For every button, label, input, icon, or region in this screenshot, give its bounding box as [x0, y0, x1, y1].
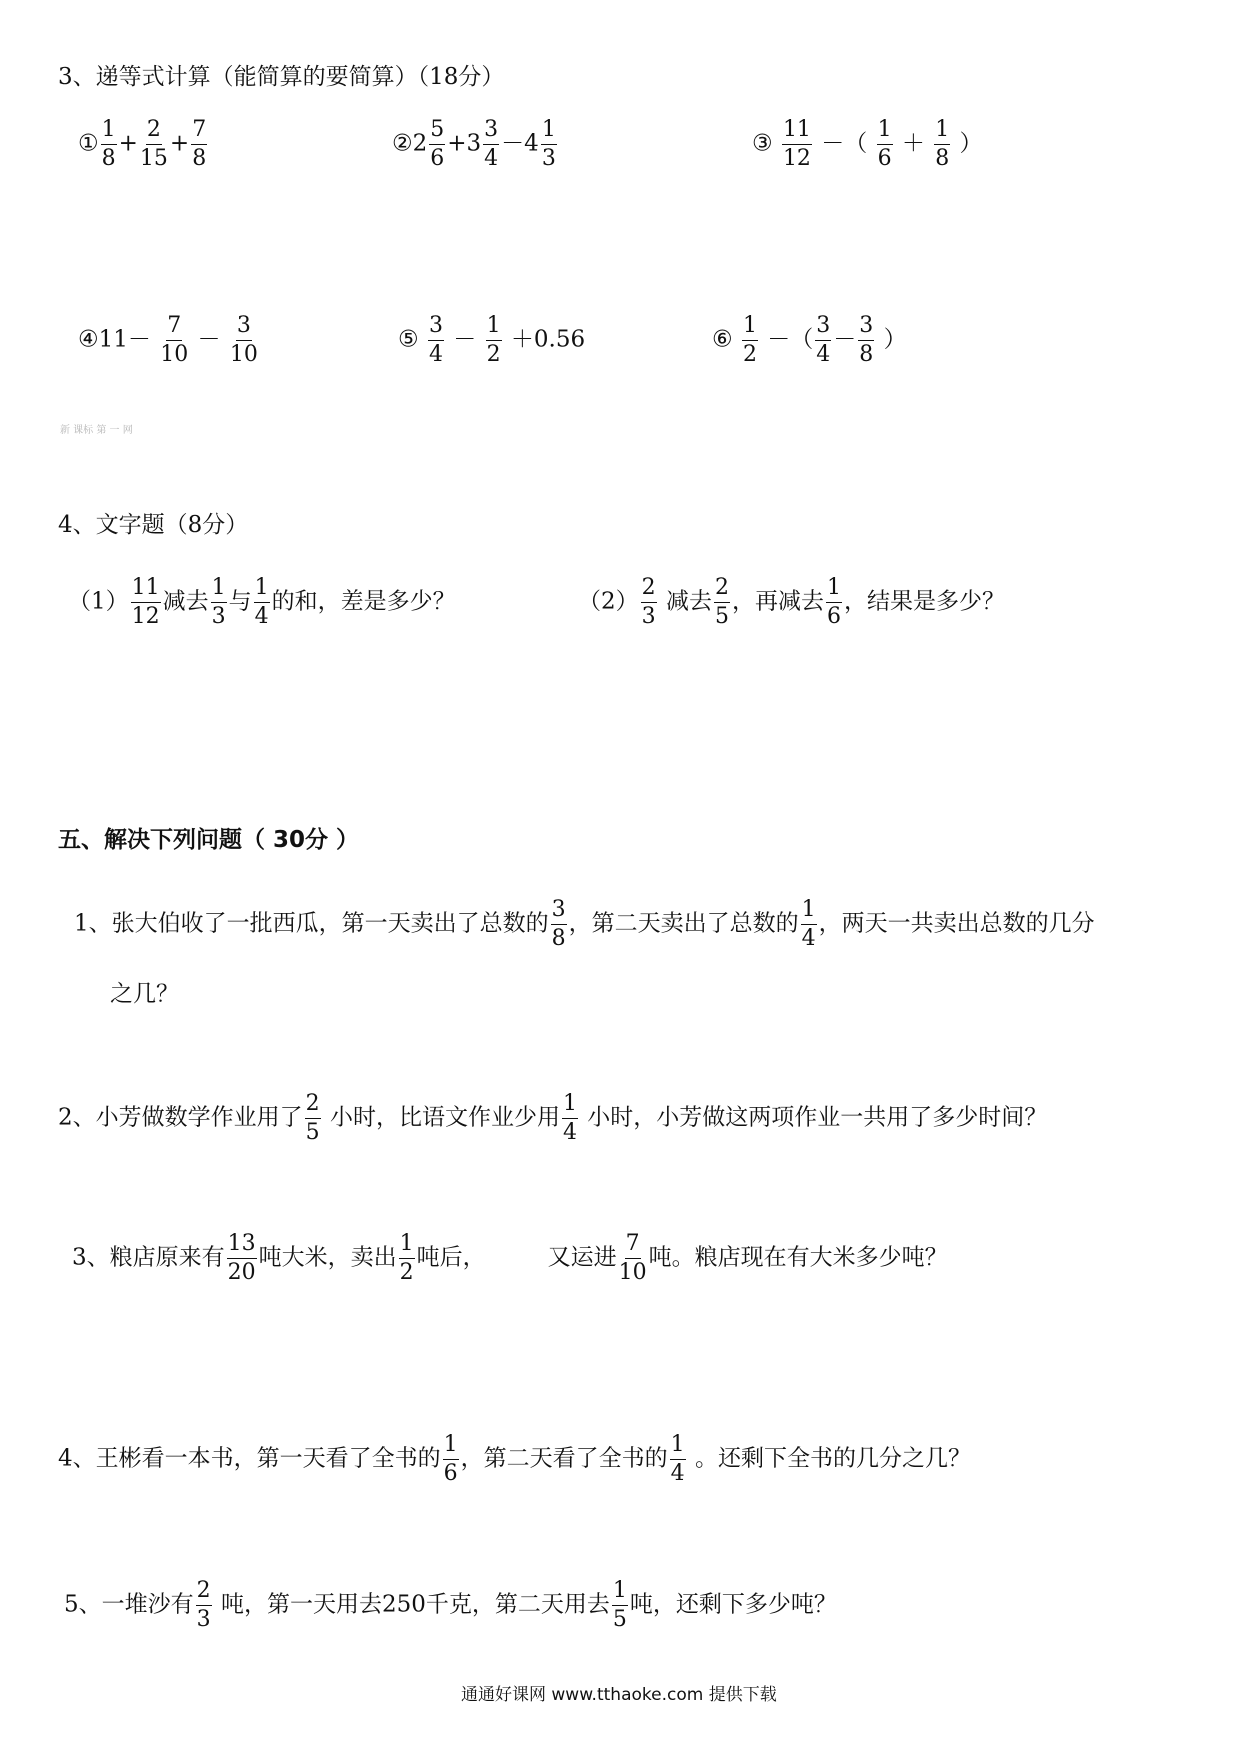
- text: 吨，还剩下多少吨？: [629, 1591, 837, 1618]
- text: 小时，小芳做这两项作业一共用了多少时间？: [587, 1104, 1048, 1131]
- denominator: 12: [131, 603, 160, 629]
- operator: －: [453, 326, 477, 353]
- fraction: [196, 1579, 212, 1632]
- problem-label: ②: [392, 130, 413, 157]
- operator: ＋: [901, 130, 925, 157]
- section-5-title: 五、解决下列问题（ 30分 ）: [58, 827, 360, 853]
- fraction: [101, 118, 117, 171]
- numerator: 1: [541, 118, 557, 145]
- text: 与: [228, 588, 252, 615]
- numerator: 3: [236, 314, 252, 341]
- denominator: 6: [877, 145, 892, 171]
- numerator: 3: [858, 314, 874, 341]
- problem-label: ⑤: [398, 326, 419, 353]
- fraction: [483, 118, 499, 171]
- fraction: [641, 576, 657, 629]
- fraction: [551, 898, 567, 951]
- numerator: 1: [254, 576, 270, 603]
- problem-3: [752, 118, 983, 171]
- text: 3、粮店原来有: [72, 1244, 225, 1271]
- denominator: 15: [139, 145, 168, 171]
- numerator: 2: [305, 1092, 321, 1119]
- fraction: [619, 1232, 647, 1285]
- fraction: [934, 118, 950, 171]
- numerator: 2: [146, 118, 162, 145]
- problem-label: （2）: [578, 588, 639, 615]
- text: ，结果是多少？: [843, 588, 1005, 615]
- numerator: 3: [815, 314, 831, 341]
- denominator: 2: [486, 341, 501, 367]
- denominator: 4: [670, 1460, 685, 1486]
- denominator: 4: [484, 145, 499, 171]
- operator: +: [118, 130, 138, 157]
- fraction: [801, 898, 817, 951]
- denominator: 4: [816, 341, 831, 367]
- operator: ）: [959, 130, 983, 157]
- numerator: 1: [742, 314, 758, 341]
- operator: －（: [821, 130, 868, 157]
- fraction: [826, 576, 842, 629]
- denominator: 8: [551, 925, 566, 951]
- fraction: [305, 1092, 321, 1145]
- text: 吨大米，卖出: [258, 1244, 397, 1271]
- word-problem-1: [68, 576, 456, 629]
- fraction: [815, 314, 831, 367]
- text: ，第二天看了全书的: [460, 1445, 668, 1472]
- numerator: 5: [429, 118, 445, 145]
- application-problem-3: [72, 1232, 948, 1285]
- denominator: 8: [935, 145, 950, 171]
- denominator: 4: [562, 1119, 577, 1145]
- application-problem-4: [58, 1433, 971, 1486]
- denominator: 8: [101, 145, 116, 171]
- application-problem-1-continued: 之几？: [110, 981, 179, 1007]
- text: 5、一堆沙有: [64, 1591, 194, 1618]
- fraction: [612, 1579, 628, 1632]
- denominator: 20: [227, 1259, 256, 1285]
- numerator: 3: [428, 314, 444, 341]
- numerator: 1: [399, 1232, 415, 1259]
- fraction: [191, 118, 207, 171]
- fraction: [742, 314, 758, 367]
- problem-label: ①: [78, 130, 99, 157]
- page-footer: 通通好课网 www.tthaoke.com 提供下载: [461, 1685, 777, 1705]
- operator: +: [169, 130, 190, 157]
- word-problem-2: [578, 576, 1005, 629]
- problem-1: [78, 118, 209, 171]
- text: 2、小芳做数学作业用了: [58, 1104, 303, 1131]
- text: 吨。粮店现在有大米多少吨？: [648, 1244, 948, 1271]
- text: 吨，第一天用去250千克，第二天用去: [220, 1591, 610, 1618]
- denominator: 8: [192, 145, 207, 171]
- denominator: 8: [859, 341, 874, 367]
- decimal-term: ＋0.56: [510, 326, 586, 353]
- denominator: 3: [541, 145, 556, 171]
- text: 又运进: [547, 1244, 617, 1271]
- fraction: [562, 1092, 578, 1145]
- numerator: 1: [443, 1433, 459, 1460]
- watermark: 新 课标 第 一 网: [60, 425, 133, 436]
- operator: +3: [447, 130, 482, 157]
- denominator: 2: [399, 1259, 414, 1285]
- fraction: [782, 118, 812, 171]
- denominator: 5: [305, 1119, 320, 1145]
- problem-4: [78, 314, 260, 367]
- operator: －: [833, 326, 857, 353]
- denominator: 4: [254, 603, 269, 629]
- fraction: [670, 1433, 686, 1486]
- text: ，再减去: [731, 588, 824, 615]
- numerator: 1: [877, 118, 893, 145]
- operator: －（: [767, 326, 814, 353]
- text: 小时，比语文作业少用: [329, 1104, 560, 1131]
- fraction: [227, 1232, 257, 1285]
- numerator: 1: [801, 898, 817, 925]
- problem-label: ④11－: [78, 326, 151, 353]
- numerator: 1: [670, 1433, 686, 1460]
- denominator: 4: [801, 925, 816, 951]
- numerator: 7: [191, 118, 207, 145]
- numerator: 2: [641, 576, 657, 603]
- fraction: [714, 576, 730, 629]
- denominator: 2: [742, 341, 757, 367]
- numerator: 1: [486, 314, 502, 341]
- numerator: 11: [131, 576, 161, 603]
- numerator: 2: [196, 1579, 212, 1606]
- numerator: 3: [483, 118, 499, 145]
- text: 减去: [162, 588, 209, 615]
- operator: －4: [501, 130, 539, 157]
- text: ，两天一共卖出总数的几分: [818, 910, 1095, 937]
- text: 吨后，: [416, 1244, 486, 1271]
- operator: －: [197, 326, 221, 353]
- text: 4、王彬看一本书，第一天看了全书的: [58, 1445, 441, 1472]
- problem-label: ③: [752, 130, 773, 157]
- denominator: 10: [160, 341, 189, 367]
- section-4-title: 4、文字题（8分）: [58, 512, 249, 538]
- numerator: 3: [551, 898, 567, 925]
- text: ，第二天卖出了总数的: [568, 910, 799, 937]
- denominator: 5: [612, 1606, 627, 1632]
- text: 1、张大伯收了一批西瓜，第一天卖出了总数的: [74, 910, 549, 937]
- numerator: 1: [562, 1092, 578, 1119]
- problem-label: ⑥: [712, 326, 733, 353]
- application-problem-1: [74, 898, 1095, 951]
- numerator: 7: [625, 1232, 641, 1259]
- fraction: [160, 314, 188, 367]
- fraction: [486, 314, 502, 367]
- fraction: [443, 1433, 459, 1486]
- problem-5: [398, 314, 585, 367]
- whole-number: 2: [412, 130, 428, 157]
- numerator: 1: [826, 576, 842, 603]
- denominator: 6: [826, 603, 841, 629]
- text: 的和，差是多少？: [271, 588, 456, 615]
- denominator: 10: [229, 341, 258, 367]
- denominator: 6: [443, 1460, 458, 1486]
- fraction: [254, 576, 270, 629]
- numerator: 11: [782, 118, 812, 145]
- numerator: 13: [227, 1232, 257, 1259]
- denominator: 3: [211, 603, 226, 629]
- fraction: [428, 314, 444, 367]
- fraction: [230, 314, 258, 367]
- denominator: 6: [430, 145, 445, 171]
- denominator: 10: [618, 1259, 647, 1285]
- fraction: [399, 1232, 415, 1285]
- fraction: [429, 118, 445, 171]
- denominator: 3: [196, 1606, 211, 1632]
- denominator: 4: [428, 341, 443, 367]
- numerator: 1: [101, 118, 117, 145]
- numerator: 7: [166, 314, 182, 341]
- fraction: [541, 118, 557, 171]
- denominator: 3: [641, 603, 656, 629]
- section-3-title: 3、递等式计算（能简算的要简算）（18分）: [58, 64, 505, 90]
- fraction: [877, 118, 893, 171]
- text: 减去: [665, 588, 712, 615]
- application-problem-2: [58, 1092, 1047, 1145]
- numerator: 1: [934, 118, 950, 145]
- denominator: 5: [714, 603, 729, 629]
- problem-2: [392, 118, 559, 171]
- operator: ）: [883, 326, 907, 353]
- problem-6: [712, 314, 907, 367]
- fraction: [858, 314, 874, 367]
- numerator: 1: [211, 576, 227, 603]
- fraction: [140, 118, 168, 171]
- application-problem-5: [64, 1579, 837, 1632]
- fraction: [131, 576, 161, 629]
- numerator: 2: [714, 576, 730, 603]
- denominator: 12: [782, 145, 811, 171]
- text: 。还剩下全书的几分之几？: [694, 1445, 971, 1472]
- fraction: [211, 576, 227, 629]
- numerator: 1: [612, 1579, 628, 1606]
- problem-label: （1）: [68, 588, 129, 615]
